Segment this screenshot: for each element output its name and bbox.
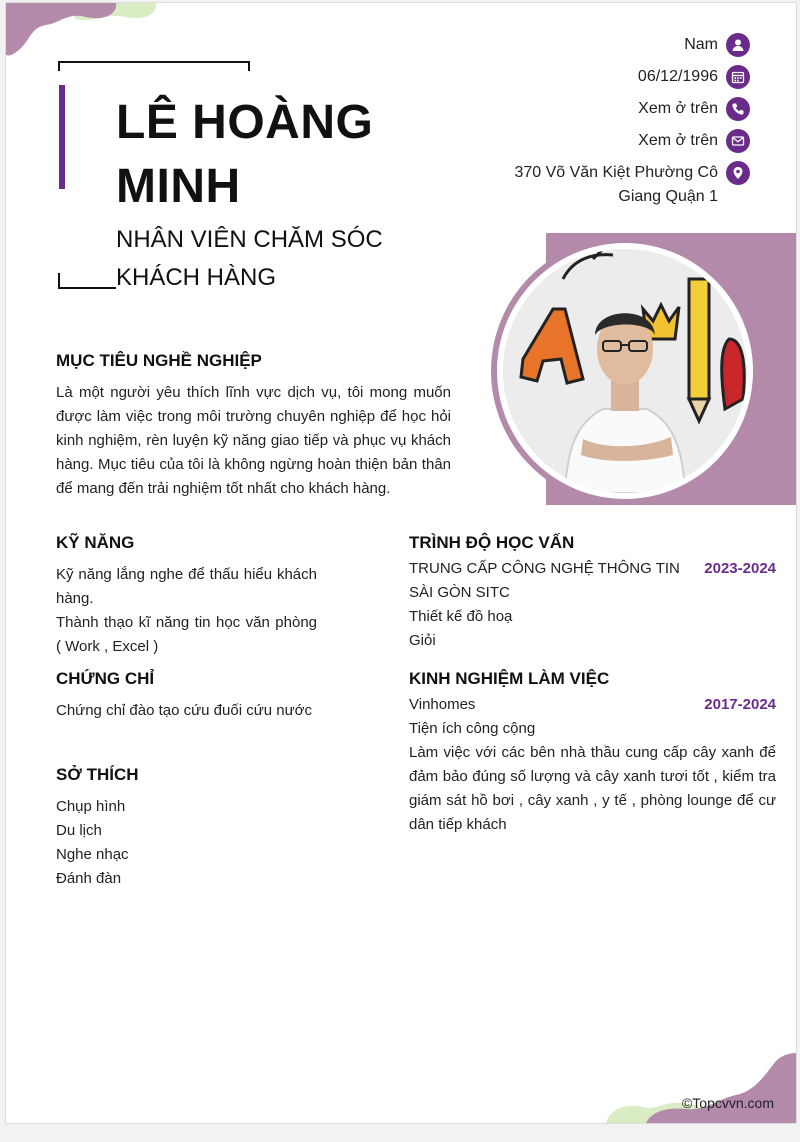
objective-heading: MỤC TIÊU NGHỀ NGHIỆP — [56, 351, 262, 370]
experience-position: Tiện ích công cộng — [409, 720, 536, 737]
hobby-item: Đánh đàn — [56, 870, 122, 887]
calendar-icon — [726, 65, 750, 89]
experience-entry-header — [409, 693, 776, 717]
education-heading: TRÌNH ĐỘ HỌC VẤN — [409, 533, 575, 552]
corner-decoration-top — [6, 3, 166, 63]
company-name: Vinhomes — [409, 696, 476, 713]
school-name: TRUNG CẤP CÔNG NGHỆ THÔNG TIN SÀI GÒN SITC — [409, 560, 680, 601]
education-major: Thiết kế đồ hoạ — [409, 608, 513, 625]
address-text: 370 Võ Văn Kiệt Phường Cô Giang Quận 1 — [514, 164, 718, 205]
skill-item: Thành thạo kĩ năng tin học văn phòng ( Work , Excel ) — [56, 614, 317, 655]
location-icon — [726, 161, 750, 185]
cv-page — [5, 2, 797, 1124]
contact-phone — [370, 97, 750, 121]
experience-description: Làm việc với các bên nhà thầu cung cấp cây xanh để đảm bảo đúng số lượng và cây xanh tươi tốt , kiểm tra giám sát hồ bơi , cây xanh , y tế , phòng lounge để cư dân tiếp khách — [409, 744, 776, 833]
certificate-item: Chứng chỉ đào tạo cứu đuối cứu nước — [56, 702, 312, 719]
objective-section — [56, 349, 451, 501]
certificates-heading: CHỨNG CHỈ — [56, 669, 155, 688]
education-section — [409, 531, 776, 653]
phone-icon — [726, 97, 750, 121]
hobbies-section — [56, 763, 317, 891]
education-entry-header — [409, 557, 776, 605]
contact-list — [370, 33, 750, 217]
contact-birthday — [370, 65, 750, 89]
contact-email — [370, 129, 750, 153]
contact-gender — [370, 33, 750, 57]
certificates-section — [56, 667, 317, 723]
contact-address — [370, 161, 750, 209]
profile-photo — [503, 249, 747, 493]
name-frame-bottom — [58, 273, 116, 289]
watermark: ©Topcvvn.com — [681, 1095, 774, 1111]
gender-text: Nam — [684, 36, 718, 53]
hobby-item: Chụp hình — [56, 798, 126, 815]
user-icon — [726, 33, 750, 57]
mail-icon — [726, 129, 750, 153]
hobby-item: Du lịch — [56, 822, 102, 839]
candidate-name: LÊ HOÀNG MINH — [116, 96, 374, 213]
experience-heading: KINH NGHIỆM LÀM VIỆC — [409, 669, 610, 688]
name-accent-bar — [59, 85, 65, 189]
birthday-text: 06/12/1996 — [637, 68, 718, 85]
phone-text: Xem ở trên — [638, 100, 718, 117]
objective-text: Là một người yêu thích lĩnh vực dịch vụ, tôi mong muốn được làm việc trong môi trường chuyên nghiệp để học hỏi kinh nghiệm, rèn luyện kỹ năng giao tiếp và phục vụ khách hàng. Mục tiêu của tôi là không ngừng hoàn thiện bản thân để mang đến trải nghiệm tốt nhất cho khách hàng. — [56, 384, 451, 497]
skill-item: Kỹ năng lắng nghe để thấu hiểu khách hàng. — [56, 566, 317, 607]
education-years: 2023-2024 — [704, 560, 776, 577]
hobby-item: Nghe nhạc — [56, 846, 129, 863]
hobbies-heading: SỞ THÍCH — [56, 765, 139, 784]
experience-section — [409, 667, 776, 837]
education-grade: Giỏi — [409, 632, 436, 649]
skills-heading: KỸ NĂNG — [56, 533, 135, 552]
experience-years: 2017-2024 — [704, 696, 776, 713]
corner-decoration-bottom — [606, 1053, 796, 1123]
email-text: Xem ở trên — [638, 132, 718, 149]
skills-section — [56, 531, 317, 659]
name-frame-top — [58, 61, 250, 71]
job-title: NHÂN VIÊN CHĂM SÓC KHÁCH HÀNG — [116, 226, 383, 291]
